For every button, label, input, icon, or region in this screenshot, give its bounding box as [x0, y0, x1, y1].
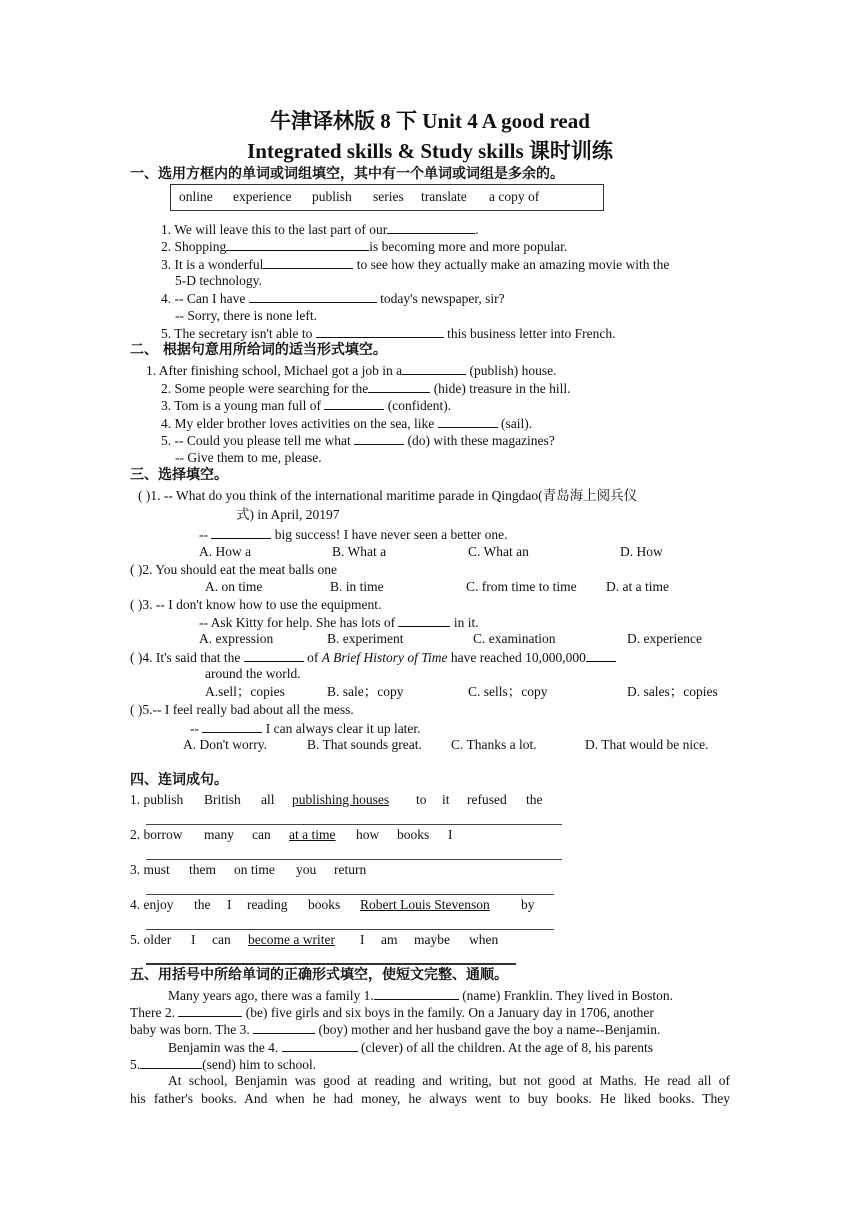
s1-question-3-cont: 5-D technology.	[175, 273, 262, 288]
passage-line-3: baby was born. The 3. (boy) mother and her husband gave the boy a name--Benjamin.	[130, 1022, 661, 1037]
s3-q5-option-d[interactable]: D. That would be nice.	[585, 737, 709, 752]
s3-question-5: ( )5.-- I feel really bad about all the mess.	[130, 702, 354, 717]
s1-question-2: 2. Shopping is becoming more and more popular.	[161, 239, 568, 254]
answer-blank[interactable]	[211, 525, 271, 539]
s3-q1-option-d[interactable]: D. How	[620, 544, 663, 559]
answer-blank[interactable]	[226, 237, 369, 251]
word-box	[170, 184, 604, 211]
s3-question-3: ( )3. -- I don't know how to use the equipment.	[130, 597, 382, 612]
s1-question-4: 4. -- Can I have today's newspaper, sir?	[161, 291, 505, 306]
answer-blank[interactable]	[324, 396, 384, 410]
section-2-heading: 二、 根据句意用所给词的适当形式填空。	[130, 342, 387, 358]
word-box-item: online	[179, 189, 213, 204]
answer-line[interactable]	[146, 929, 554, 930]
s3-q4-option-c[interactable]: C. sells；copy	[468, 684, 548, 699]
passage-line-4: Benjamin was the 4. (clever) of all the children. At the age of 8, his parents	[168, 1040, 654, 1055]
answer-blank[interactable]	[178, 1003, 242, 1017]
s3-q2-option-d[interactable]: D. at a time	[606, 579, 669, 594]
s3-question-1-cont: 式) in April, 20197	[236, 507, 340, 522]
answer-blank[interactable]	[140, 1055, 202, 1069]
answer-blank[interactable]	[398, 613, 450, 627]
s1-question-3: 3. It is a wonderful to see how they actually make an amazing movie with the	[161, 257, 670, 272]
s3-question-3-reply: -- Ask Kitty for help. She has lots of in it.	[199, 615, 479, 630]
word-box-item: publish	[312, 189, 352, 204]
book-title: A Brief History of Time	[321, 650, 448, 665]
answer-blank[interactable]	[586, 648, 616, 662]
s3-q2-option-c[interactable]: C. from time to time	[466, 579, 577, 594]
s3-q2-option-a[interactable]: A. on time	[205, 579, 263, 594]
s2-question-1: 1. After finishing school, Michael got a job in a (publish) house.	[146, 363, 557, 378]
answer-blank[interactable]	[354, 431, 404, 445]
answer-blank[interactable]	[402, 361, 466, 375]
section-4-heading: 四、连词成句。	[130, 772, 228, 788]
word-box-item: series	[373, 189, 404, 204]
s3-q4-option-a[interactable]: A.sell；copies	[205, 684, 285, 699]
answer-line[interactable]	[146, 894, 554, 895]
section-5-heading: 五、用括号中所给单词的正确形式填空，使短文完整、通顺。	[130, 967, 508, 983]
s3-q4-option-b[interactable]: B. sale；copy	[327, 684, 404, 699]
answer-blank[interactable]	[374, 986, 459, 1000]
s2-question-2: 2. Some people were searching for the (hide) treasure in the hill.	[161, 381, 571, 396]
passage-line-5: 5. (send) him to school.	[130, 1057, 317, 1072]
s3-q2-option-b[interactable]: B. in time	[330, 579, 384, 594]
s3-q3-option-c[interactable]: C. examination	[473, 631, 556, 646]
s3-question-1-reply: -- big success! I have never seen a better one.	[199, 527, 508, 542]
answer-line[interactable]	[146, 859, 562, 860]
s3-q3-option-b[interactable]: B. experiment	[327, 631, 404, 646]
passage-line-1: Many years ago, there was a family 1. (name) Franklin. They lived in Boston.	[168, 988, 674, 1003]
word-box-item: translate	[421, 189, 467, 204]
s3-q1-option-a[interactable]: A. How a	[199, 544, 252, 559]
worksheet-page: 牛津译林版 8 下 Unit 4 A good read Integrated skills & Study skills 课时训练 一、选用方框内的单词或词组填空，其中有一个单词或词组是多余的。 online experience publish series translate a copy of 1. We will leave this to the last part of our . 2. Shopping is becoming more and more popular. 3. It is a wonderful to see how they actually make an amazing movie with the 5-D technology. 4. -- Can I have today's newspaper, sir? -- Sorry, there is none left. 5. The secretary isn't able to this business letter into French. 二、 根据句意用所给词的适当形式填空。 1. After finishing school, Michael got a job in a (publish) house. 2. Some people were searching for the (hide) treasure in the hill. 3. Tom is a young man full of (confident). 4. My elder brother loves activities on the sea, like (sail). 5. -- Could you please tell me what (do) with these magazines? -- Give them to me, please. 三、选择填空。 ( )1. -- What do you think of the international maritime parade in Qingdao(青岛海上阅兵仪 式) in April, 20197 -- big success! I have never seen a better one. A. How a B. What a C. What an D. How ( )2. You should eat the meat balls one A. on time B. in time C. from time to time D. at a time ( )3. -- I don't know how to use the equipment. -- Ask Kitty for help. She has lots of in it. A. expression B. experiment C. examination D. experience ( )4. It's said that the of A Brief History of Time have reached 10,000,000 around the world. A.sell；copies B. sale；copy C. sells；copy D. sales；copies ( )5.-- I feel really bad about all the mess. -- I can always clear it up later. A. Don't worry. B. That sounds great. C. Thanks a lot. D. That would be nice. 四、连词成句。 1. publish British all publishing houses to it refused the 2. borrow many can at a time how books I 3. must them on time you return 4. enjoy the I reading books Robert Louis Stevenson by 5. older I can become a writer I am maybe when 五、用括号中所给单词的正确形式填空，使短文完整、通顺。 Many years ago, there was a family 1. (name) Franklin. They lived in Boston. There 2. (be) five girls and six boys in the family. On a January day in 1706, another baby was born. The 3. (boy) mother and her husband gave the boy a name--Benjamin. Benjamin was the 4. (clever) of all the children. At the age of 8, his parents 5. (send) him to school. At school, Benjamin was good at reading and writing, but not good at Maths. He read all of his father's books. And when he had money, he always went to buy books. He liked books. They	[0, 0, 860, 1216]
passage-line-6: At school, Benjamin was good at reading and writing, but not good at Maths. He read all of	[168, 1073, 730, 1088]
s3-question-4-cont: around the world.	[205, 666, 301, 681]
answer-blank[interactable]	[244, 648, 304, 662]
answer-blank[interactable]	[387, 220, 475, 234]
answer-blank[interactable]	[438, 414, 498, 428]
s3-q5-option-a[interactable]: A. Don't worry.	[183, 737, 268, 752]
s2-question-5-reply: -- Give them to me, please.	[175, 450, 322, 465]
s3-question-4: ( )4. It's said that the of A Brief History of Time have reached 10,000,000	[130, 648, 616, 666]
answer-blank[interactable]	[202, 719, 262, 733]
passage-line-7: his father's books. And when he had money, he always went to buy books. He liked books. They	[130, 1091, 730, 1106]
s1-question-4-reply: -- Sorry, there is none left.	[175, 308, 317, 323]
s2-question-3: 3. Tom is a young man full of (confident).	[161, 398, 452, 413]
s1-question-1: 1. We will leave this to the last part of our .	[161, 222, 479, 237]
s3-q3-option-d[interactable]: D. experience	[627, 631, 702, 646]
answer-blank[interactable]	[316, 324, 444, 338]
answer-blank[interactable]	[253, 1020, 315, 1034]
answer-blank[interactable]	[282, 1038, 358, 1052]
s3-q4-option-d[interactable]: D. sales；copies	[627, 684, 718, 699]
answer-blank[interactable]	[263, 255, 353, 269]
s2-question-4: 4. My elder brother loves activities on the sea, like (sail).	[161, 416, 533, 431]
s3-question-2: ( )2. You should eat the meat balls one	[130, 562, 337, 577]
section-1-heading: 一、选用方框内的单词或词组填空，其中有一个单词或词组是多余的。	[130, 166, 564, 182]
word-box-item: a copy of	[489, 189, 540, 204]
title-line-1: 牛津译林版 8 下 Unit 4 A good read	[270, 109, 590, 133]
s3-q1-option-c[interactable]: C. What an	[468, 544, 529, 559]
word-box-item: experience	[233, 189, 292, 204]
title-line-2: Integrated skills & Study skills 课时训练	[247, 139, 613, 163]
answer-blank[interactable]	[249, 289, 377, 303]
section-3-heading: 三、选择填空。	[130, 467, 228, 483]
s3-question-1: ( )1. -- What do you think of the international maritime parade in Qingdao(青岛海上阅兵仪	[138, 488, 638, 503]
s3-q1-option-b[interactable]: B. What a	[332, 544, 387, 559]
passage-line-2: There 2. (be) five girls and six boys in the family. On a January day in 1706, another	[130, 1005, 654, 1020]
s3-q5-option-c[interactable]: C. Thanks a lot.	[451, 737, 537, 752]
s3-question-5-reply: -- I can always clear it up later.	[190, 721, 421, 736]
answer-line[interactable]	[146, 824, 562, 825]
s2-question-5: 5. -- Could you please tell me what (do) with these magazines?	[161, 433, 555, 448]
s1-question-5: 5. The secretary isn't able to this business letter into French.	[161, 326, 616, 341]
s3-q5-option-b[interactable]: B. That sounds great.	[307, 737, 422, 752]
answer-line[interactable]	[146, 963, 516, 965]
s3-q3-option-a[interactable]: A. expression	[199, 631, 274, 646]
answer-blank[interactable]	[368, 379, 430, 393]
